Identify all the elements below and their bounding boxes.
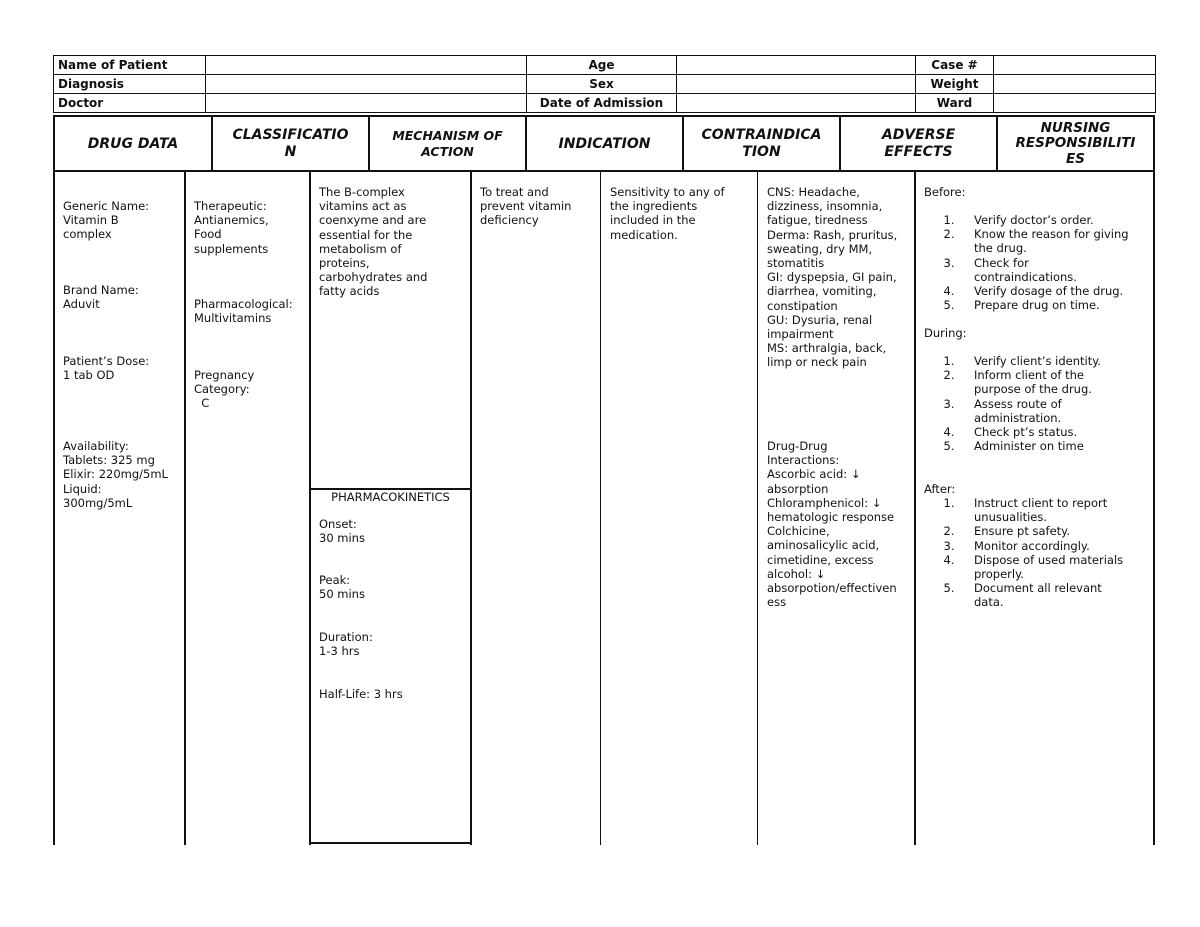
sex-label: Sex (527, 75, 677, 94)
col-header-adverse-effects-text: ADVERSE EFFECTS (881, 127, 956, 160)
body-divider (309, 171, 311, 845)
list-text: Check pt’s status. (974, 425, 1078, 440)
nursing-during-item (924, 354, 1149, 368)
list-text: Know the reason for giving the drug. (974, 227, 1129, 256)
case-label: Case # (916, 56, 994, 75)
col-header-indication-text: INDICATION (558, 136, 651, 152)
list-number: 5. (943, 581, 955, 596)
list-number: 2. (943, 368, 955, 383)
doctor-field[interactable] (206, 94, 527, 113)
col-header-nursing (998, 117, 1153, 171)
nursing-before-item (924, 227, 1149, 255)
nursing-before-list (924, 213, 1149, 312)
nursing-during-item (924, 425, 1149, 439)
table-left-border (53, 115, 55, 845)
weight-field[interactable] (994, 75, 1156, 94)
patient-row-diagnosis (54, 75, 1156, 94)
body-divider (600, 171, 601, 845)
col-header-mechanism-text: MECHANISM OF ACTION (392, 128, 503, 159)
nursing-during-item (924, 397, 1149, 425)
list-text: Verify doctor’s order. (974, 213, 1094, 227)
body-divider (184, 171, 186, 845)
nursing-after-item (924, 496, 1149, 524)
ward-label: Ward (916, 94, 994, 113)
list-text: Instruct client to report unusualities. (974, 496, 1108, 525)
nursing-during-item (924, 368, 1149, 396)
list-text: Ensure pt safety. (974, 524, 1070, 539)
nursing-after-item (924, 553, 1149, 581)
list-text: Document all relevant data. (974, 581, 1102, 610)
drug-interactions-text: Drug-Drug Interactions: Ascorbic acid: ↓ absorption Chloramphenicol: ↓ hematologic response Colchicine, aminosalicylic acid, cimetidine, excess alcohol: ↓ absorpotion/effectiven ess (767, 439, 897, 610)
list-number: 2. (943, 227, 955, 242)
adverse-effects-text: CNS: Headache, dizziness, insomnia, fatigue, tiredness Derma: Rash, pruritus, sweating, dry MM, stomatitis GI: dyspepsia, GI pain, diarrhea, vomiting, constipation GU: Dysuria, renal impairment MS: arthralgia, back, limp or neck pain (767, 185, 898, 370)
nursing-before-item (924, 298, 1149, 312)
pharmacological-class: Pharmacological: Multivitamins (194, 297, 293, 326)
nursing-before-item (924, 284, 1149, 298)
weight-label: Weight (916, 75, 994, 94)
patient-row-doctor (54, 94, 1156, 113)
nursing-during-list (924, 354, 1149, 453)
col-header-nursing-text: NURSING RESPONSIBILITI ES (1015, 119, 1136, 167)
list-number: 3. (943, 255, 955, 270)
list-text: Verify client’s identity. (974, 354, 1102, 368)
list-number: 3. (943, 538, 955, 553)
list-number: 1. (943, 213, 955, 227)
name-of-patient-field[interactable] (206, 56, 527, 75)
list-text: Monitor accordingly. (974, 538, 1090, 553)
nursing-before-item (924, 256, 1149, 284)
therapeutic-class: Therapeutic: Antianemics, Food supplements (194, 199, 269, 256)
col-header-classification (213, 117, 368, 171)
col-header-classification-text: CLASSIFICATIO N (232, 127, 349, 160)
date-of-admission-label: Date of Admission (527, 94, 677, 113)
nursing-during-item (924, 439, 1149, 453)
generic-name: Generic Name: Vitamin B complex (63, 199, 150, 242)
nursing-after-list (924, 496, 1149, 610)
list-text: Prepare drug on time. (974, 298, 1100, 313)
list-text: Dispose of used materials properly. (974, 552, 1124, 582)
list-text: Administer on time (974, 439, 1084, 454)
nursing-after-item (924, 539, 1149, 553)
brand-name: Brand Name: Aduvit (63, 283, 139, 312)
list-number: 3. (943, 396, 955, 411)
patient-info-table (53, 55, 1156, 113)
date-of-admission-field[interactable] (677, 94, 916, 113)
pk-half-life: Half-Life: 3 hrs (319, 687, 403, 701)
list-text: Check for contraindications. (974, 255, 1077, 284)
pk-onset: Onset: 30 mins (319, 517, 365, 546)
nursing-during-label: During: (924, 326, 967, 340)
age-field[interactable] (677, 56, 916, 75)
col-header-contraindication (684, 117, 839, 171)
nursing-before-item (924, 213, 1149, 227)
doctor-label: Doctor (54, 94, 206, 113)
name-of-patient-label: Name of Patient (54, 56, 206, 75)
col-header-drug-data-text: DRUG DATA (87, 136, 179, 152)
list-text: Assess route of administration. (974, 396, 1062, 425)
list-number: 4. (943, 425, 955, 440)
table-right-border (1153, 115, 1155, 845)
list-number: 4. (943, 284, 955, 299)
patient-row-name (54, 56, 1156, 75)
nursing-before-label: Before: (924, 185, 966, 199)
case-field[interactable] (994, 56, 1156, 75)
col-header-contraindication-text: CONTRAINDICA TION (701, 127, 822, 160)
sex-field[interactable] (677, 75, 916, 94)
body-divider (470, 171, 472, 845)
ward-field[interactable] (994, 94, 1156, 113)
indication-text: To treat and prevent vitamin deficiency (480, 185, 572, 228)
pharmacokinetics-box-bottom (309, 842, 472, 844)
contraindication-text: Sensitivity to any of the ingredients included in the medication. (610, 185, 725, 242)
nursing-after-item (924, 524, 1149, 538)
body-divider (914, 171, 916, 845)
nursing-after-label: After: (924, 482, 956, 496)
list-number: 4. (943, 552, 955, 567)
diagnosis-label: Diagnosis (54, 75, 206, 94)
pregnancy-category: Pregnancy Category: C (194, 368, 255, 411)
col-header-adverse-effects (841, 117, 996, 171)
list-number: 5. (943, 439, 955, 454)
diagnosis-field[interactable] (206, 75, 527, 94)
list-text: Inform client of the purpose of the drug. (974, 368, 1092, 397)
col-header-indication (527, 117, 682, 171)
availability: Availability: Tablets: 325 mg Elixir: 220mg/5mL Liquid: 300mg/5mL (63, 439, 168, 510)
nursing-after-item (924, 581, 1149, 609)
patient-dose: Patient’s Dose: 1 tab OD (63, 354, 150, 383)
list-number: 2. (943, 524, 955, 539)
body-divider (757, 171, 758, 845)
pk-peak: Peak: 50 mins (319, 573, 365, 602)
list-number: 1. (943, 496, 955, 510)
mechanism-text: The B-complex vitamins act as coenxyme and are essential for the metabolism of proteins, carbohydrates and fatty acids (319, 185, 428, 299)
list-text: Verify dosage of the drug. (974, 284, 1124, 299)
col-header-mechanism (370, 117, 525, 171)
pk-duration: Duration: 1-3 hrs (319, 630, 373, 659)
list-number: 5. (943, 298, 955, 313)
age-label: Age (527, 56, 677, 75)
col-header-drug-data (55, 117, 211, 171)
pharmacokinetics-title: PHARMACOKINETICS (331, 490, 450, 504)
list-number: 1. (943, 354, 955, 368)
